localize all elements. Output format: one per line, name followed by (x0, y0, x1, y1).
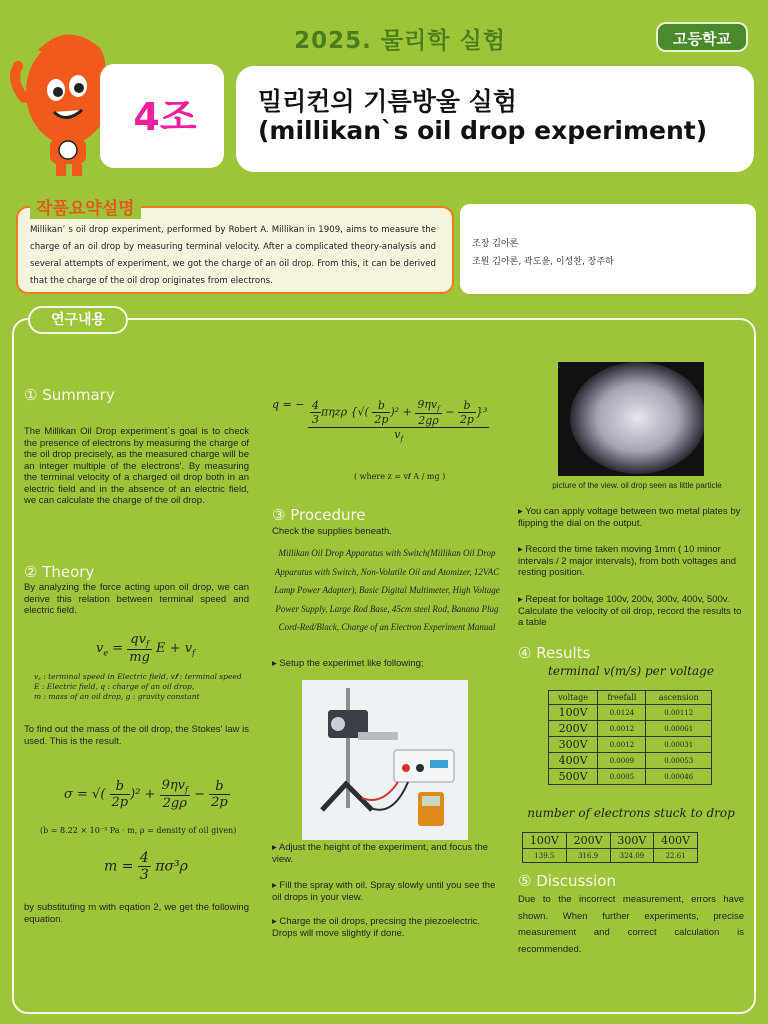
research-label: 연구내용 (28, 306, 128, 334)
table2-header: 300V (610, 833, 654, 849)
team-members: 조원 김아론, 곽도윤, 이성찬, 장주하 (472, 257, 614, 267)
electrons-table (522, 832, 698, 863)
table2-cell: 22.61 (654, 849, 698, 863)
legend-line-3: m : mass of an oil drop, g : gravity constant (34, 692, 200, 701)
table1-cell: 0.00061 (646, 721, 712, 737)
table2-header: 400V (654, 833, 698, 849)
velocity-table (548, 690, 712, 785)
table2-cell: 316.9 (566, 849, 610, 863)
table1-cell: 400V (549, 753, 598, 769)
equation-charge: q = − $\frac{4}{3}$ πηzρ {√( $\frac{b}{2p}$ )² + $\frac{9\eta v_f}{2g\rho}$ − $\frac{b}{2p}$ }³ $v_f$ (272, 398, 488, 444)
equation-terminal-speed: $v_e$ = $\frac{qv_f}{mg}$ $E + v_f$ (96, 632, 196, 665)
team-number: 4조 (133, 95, 197, 139)
table1-cell: 0.0012 (598, 721, 646, 737)
table2-cell: 139.5 (523, 849, 567, 863)
procedure-supplies: Millikan Oil Drop Apparatus with Switch(Millikan Oil Drop Apparatus with Switch, Non-Volatile Oil and Atomizer, 12VAC Lamp Power Adapter), Basic Digital Multimeter, High Voltage Power Supply, Large Rod Base, 45cm steel Rod, Banana Plug Cord-Red/Black, Charge of an Electron Experiment Manual (274, 548, 500, 632)
abstract-text: Millikan’ s oil drop experiment, performed by Robert A. Millikan in 1909, aims to measure the charge of an oil drop by measuring terminal velocity. After a complicated theory-analysis and several attempts of experiment, we got the charge of an oil drop. From this, it can be derived that the charge of the oil drop originates from electrons. (30, 225, 436, 286)
procedure-heading: ③ Procedure (272, 506, 366, 524)
oil-drop-view-photo (558, 362, 704, 476)
theory-legend (34, 672, 242, 702)
table1-cell: 100V (549, 705, 598, 721)
abstract-label: 작품요약설명 (30, 194, 141, 219)
step-repeat: ▸ Repeat for boltage 100v, 200v, 300v, 400v, 500v. Calculate the velocity of oil drop, record the results to a table (518, 594, 742, 628)
table1-cell: 0.0124 (598, 705, 646, 721)
table1-caption: terminal v(m/s) per voltage (548, 664, 714, 678)
equation-radius: σ = √( $\frac{b}{2p}$ )² + $\frac{9\eta v_f}{2g\rho}$ − $\frac{b}{2p}$ (64, 778, 228, 811)
summary-text: The Millikan Oil Drop experiment`s goal is to check the presence of electrons by measuring the charge of the oil drop precisely, as the measured charge will be an integer multiple of the electrons'. By measuring the terminal velocity of a charged oil drop both in an electric field and in the absence of an electric field, we can calculate the charge of the oil drop. (24, 426, 249, 506)
members-box (460, 204, 756, 294)
table1-cell: 0.0009 (598, 753, 646, 769)
summary-heading: ① Summary (24, 386, 115, 404)
oil-drop-photo-caption: picture of the view. oil drop seen as little particle (552, 481, 722, 490)
equation-mass: m = $\frac{4}{3}$ πσ³ρ (104, 850, 188, 883)
step-record: ▸ Record the time taken moving 1mm ( 10 minor intervals / 2 major intervals), from both voltages and resting position. (518, 544, 737, 578)
table1-header-voltage: voltage (549, 691, 598, 705)
table1-cell: 0.0012 (598, 737, 646, 753)
discussion-text: Due to the incorrect measurement, errors have shown. When further experiments, precise measurement and correct calculation is recommended. (518, 894, 744, 955)
table1-header-ascension: ascension (646, 691, 712, 705)
table2-header: 200V (566, 833, 610, 849)
theory-heading: ② Theory (24, 563, 95, 581)
title-english: (millikan`s oil drop experiment) (258, 116, 708, 145)
table1-cell: 200V (549, 721, 598, 737)
procedure-step-adjust: ▸ Adjust the height of the experiment, and focus the view. (272, 842, 489, 865)
table1-cell: 0.00112 (646, 705, 712, 721)
table1-cell: 500V (549, 769, 598, 785)
theory-text-1: By analyzing the force acting upon oil drop, we can derive this relation between terminal speed and electric field. (24, 582, 249, 616)
legend-line-1: v꜀ : terminal speed in Electric field, v𝒇 : terminal speed (34, 672, 242, 681)
equation-where-note: ( where z = v𝒇 A / mg ) (354, 472, 446, 481)
table2-caption: number of electrons stuck to drop (527, 806, 735, 820)
title-korean: 밀리컨의 기름방울 실험 (258, 87, 517, 116)
school-badge: 고등학교 (656, 22, 748, 52)
discussion-heading: ⑤ Discussion (518, 872, 616, 890)
procedure-intro: Check the supplies beneath. (272, 526, 392, 537)
table2-header: 100V (523, 833, 567, 849)
table2-cell: 324.09 (610, 849, 654, 863)
theory-text-2: To find out the mass of the oil drop, the Stokes' law is used. This is the result. (24, 724, 249, 747)
apparatus-photo (302, 680, 468, 840)
table1-cell: 0.00053 (646, 753, 712, 769)
theory-constants: (b = 8.22 × 10⁻³ Pa · m, ρ = density of oil given) (40, 826, 237, 835)
poster-year-title: 2025. 물리학 실험 (294, 28, 506, 54)
table1-header-freefall: freefall (598, 691, 646, 705)
table1-cell: 0.0005 (598, 769, 646, 785)
team-leader: 조장 김아론 (472, 239, 519, 249)
procedure-step-setup: ▸ Setup the experimet like following; (272, 658, 424, 669)
theory-text-3: by substituting m with eqation 2, we get the following equation. (24, 902, 249, 925)
table1-cell: 0.00031 (646, 737, 712, 753)
procedure-step-charge: ▸ Charge the oil drops, precsing the piezoelectric. Drops will move slightly if done. (272, 916, 481, 939)
table1-cell: 300V (549, 737, 598, 753)
legend-line-2: E : Electric field, q : charge of an oil drop, (34, 682, 195, 691)
step-voltage: ▸ You can apply voltage between two metal plates by flipping the dial on the output. (518, 506, 741, 529)
table1-cell: 0.00046 (646, 769, 712, 785)
results-heading: ④ Results (518, 644, 591, 662)
procedure-step-fill: ▸ Fill the spray with oil. Spray slowly until you see the oil drops in your view. (272, 880, 496, 903)
